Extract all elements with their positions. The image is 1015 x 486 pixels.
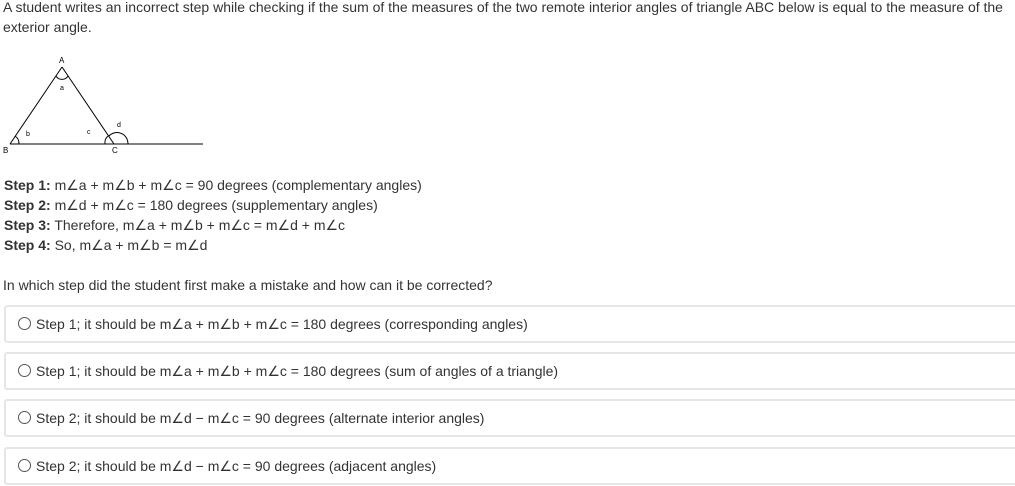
vertex-a-label: A bbox=[59, 56, 65, 65]
step-text: m∠d + m∠c = 180 degrees (supplementary angles) bbox=[50, 197, 378, 213]
answer-choice-2[interactable] bbox=[4, 352, 1015, 390]
step-label: Step 2: bbox=[4, 197, 51, 213]
step-1 bbox=[4, 175, 422, 195]
answer-choice-3[interactable] bbox=[4, 399, 1015, 437]
side-ab bbox=[10, 67, 62, 144]
step-4 bbox=[4, 235, 422, 255]
angle-d-arc bbox=[109, 133, 128, 144]
vertex-b-label: B bbox=[3, 146, 9, 155]
radio-button[interactable] bbox=[18, 459, 31, 472]
choice-label: Step 2; it should be m∠d − m∠c = 90 degrees (alternate interior angles) bbox=[36, 410, 485, 426]
vertex-c-label: C bbox=[112, 146, 118, 155]
triangle-figure bbox=[3, 56, 203, 156]
angle-a-arc bbox=[56, 76, 68, 79]
angle-c-arc bbox=[105, 136, 108, 144]
angle-b-label: b bbox=[26, 131, 30, 138]
answer-choice-4[interactable] bbox=[4, 447, 1015, 485]
angle-c-label: c bbox=[87, 129, 91, 136]
angle-d-label: d bbox=[117, 122, 121, 129]
angle-a-label: a bbox=[60, 85, 64, 92]
angle-b-arc bbox=[15, 136, 19, 144]
radio-button[interactable] bbox=[18, 317, 31, 330]
choice-label: Step 2; it should be m∠d − m∠c = 90 degrees (adjacent angles) bbox=[36, 458, 437, 474]
choice-label: Step 1; it should be m∠a + m∠b + m∠c = 180 degrees (corresponding angles) bbox=[36, 316, 528, 332]
step-text: So, m∠a + m∠b = m∠d bbox=[50, 237, 208, 253]
choice-label: Step 1; it should be m∠a + m∠b + m∠c = 180 degrees (sum of angles of a triangle) bbox=[36, 363, 559, 379]
answer-choice-1[interactable] bbox=[4, 305, 1015, 343]
step-text: Therefore, m∠a + m∠b + m∠c = m∠d + m∠c bbox=[50, 217, 346, 233]
radio-button[interactable] bbox=[18, 364, 31, 377]
radio-button[interactable] bbox=[18, 411, 31, 424]
step-label: Step 1: bbox=[4, 177, 51, 193]
question-text: A student writes an incorrect step while checking if the sum of the measures of the two remote interior angles of triangle ABC below is equal to the measure of the exterior angle. bbox=[3, 0, 1003, 35]
question-prompt: In which step did the student first make a mistake and how can it be corrected? bbox=[3, 277, 493, 293]
step-text: m∠a + m∠b + m∠c = 90 degrees (complementary angles) bbox=[50, 177, 422, 193]
step-label: Step 3: bbox=[4, 217, 51, 233]
step-3 bbox=[4, 215, 422, 235]
steps-list bbox=[4, 175, 422, 255]
step-2 bbox=[4, 195, 422, 215]
step-label: Step 4: bbox=[4, 237, 51, 253]
